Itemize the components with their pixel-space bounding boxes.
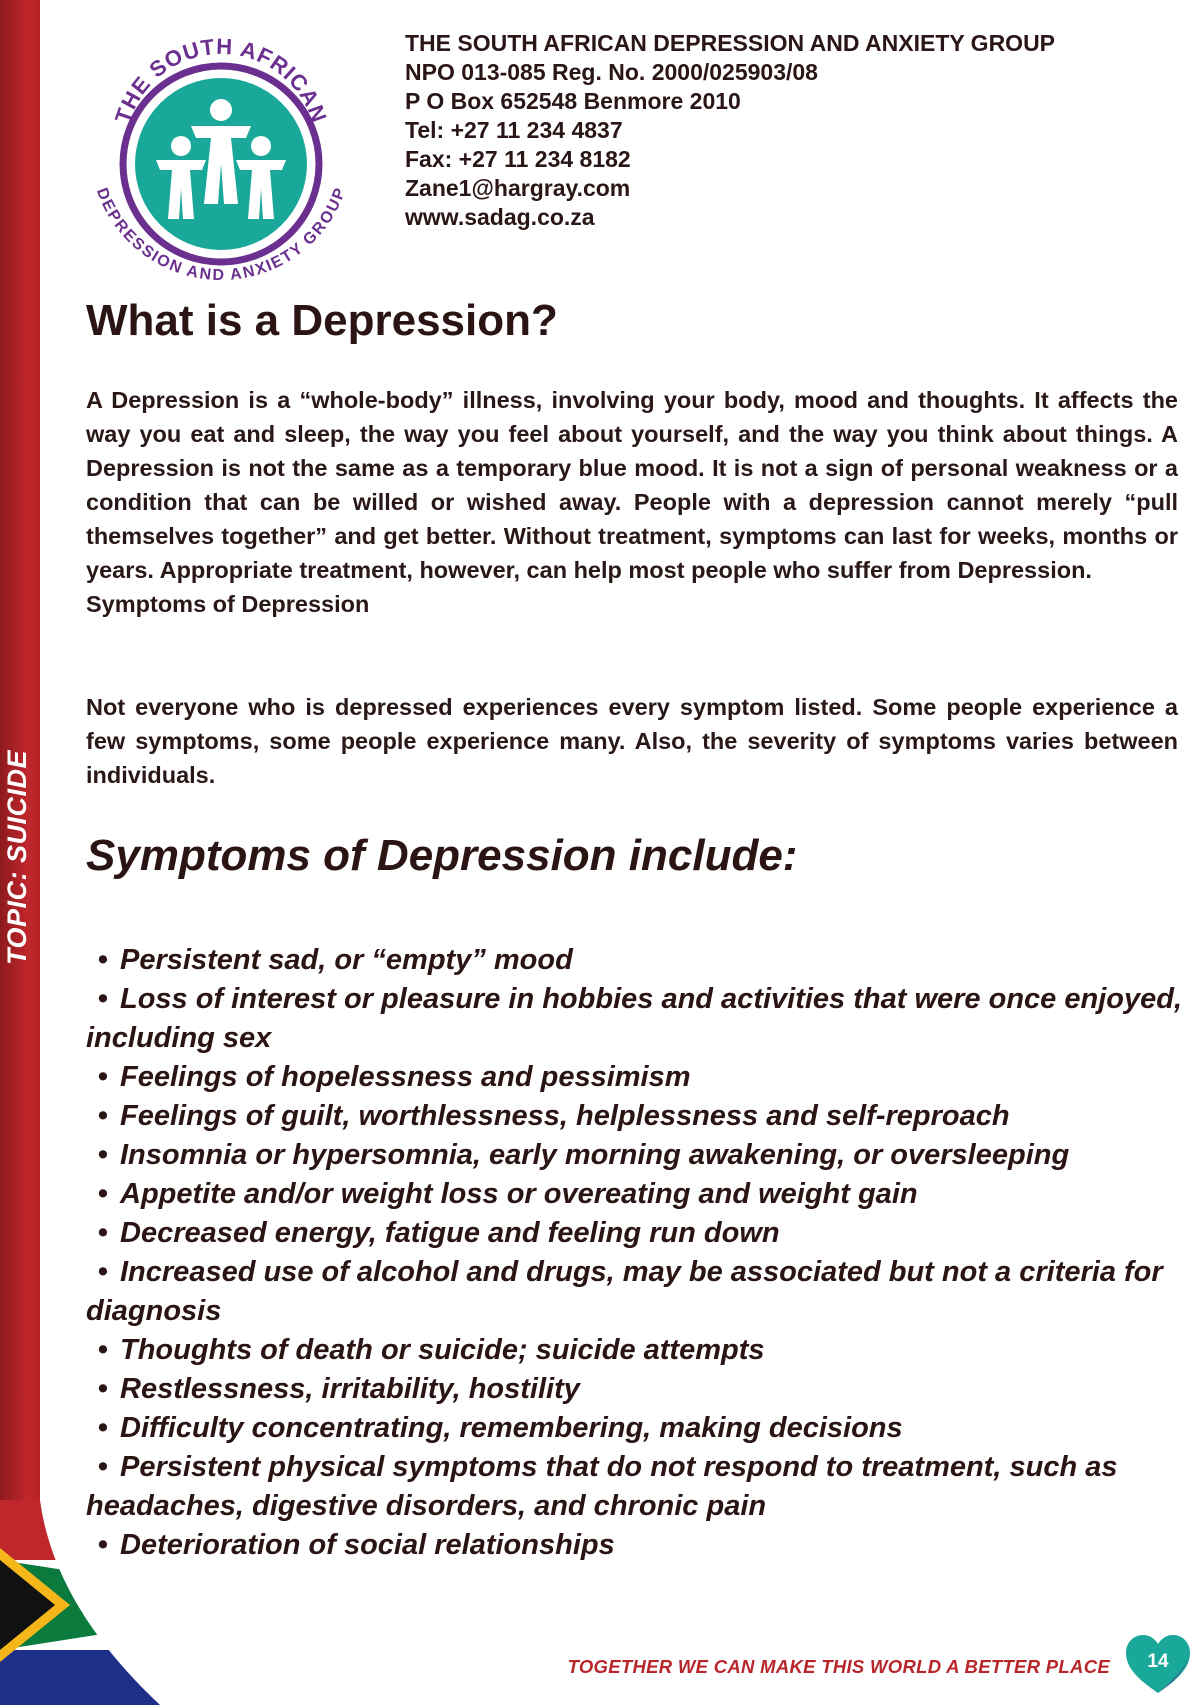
list-item: • Persistent sad, or “empty” mood [86, 941, 1186, 980]
list-item: • Persistent physical symptoms that do not respond to treatment, such as headaches, digestive disorders, and chronic pain [86, 1448, 1186, 1526]
intro-text: A Depression is a “whole-body” illness, involving your body, mood and thoughts. It affects the way you eat and sleep, the way you feel about yourself, and the way you think about things. A Depression is not the same as a temporary blue mood. It is not a sign of personal weakness or a condition that can be willed or wished away. People with a depression cannot merely “pull themselves together” and get better. Without treatment, symptoms can last for weeks, months or years. Appropriate treatment, however, can help most people who suffer from Depression. [86, 387, 1178, 583]
logo-top-text: THE SOUTH AFRICAN [110, 33, 332, 127]
footer-slogan: TOGETHER WE CAN MAKE THIS WORLD A BETTER PLACE [567, 1656, 1110, 1677]
postal-address: P O Box 652548 Benmore 2010 [405, 88, 741, 114]
page-number: 14 [1147, 1651, 1169, 1672]
bullet-icon: • [97, 1100, 109, 1132]
sadag-logo [86, 14, 356, 284]
list-item: • Feelings of guilt, worthlessness, helplessness and self-reproach [86, 1097, 1186, 1136]
list-item: • Decreased energy, fatigue and feeling run down [86, 1214, 1186, 1253]
symptoms-subheading: Symptoms of Depression [86, 591, 370, 617]
list-item: • Restlessness, irritability, hostility [86, 1370, 1186, 1409]
organization-name: THE SOUTH AFRICAN DEPRESSION AND ANXIETY GROUP [405, 30, 1056, 56]
bullet-icon: • [97, 944, 109, 976]
bullet-icon: • [97, 1451, 109, 1483]
symptom-list [86, 941, 1186, 1565]
symptoms-heading: Symptoms of Depression include: [86, 831, 798, 880]
contact-block [405, 29, 1185, 232]
list-item: • Difficulty concentrating, remembering, making decisions [86, 1409, 1186, 1448]
list-item: • Feelings of hopelessness and pessimism [86, 1058, 1186, 1097]
list-item: • Insomnia or hypersomnia, early morning awakening, or oversleeping [86, 1136, 1186, 1175]
page-title: What is a Depression? [86, 296, 558, 345]
bullet-icon: • [97, 1412, 109, 1444]
list-item: • Increased use of alcohol and drugs, may be associated but not a criteria for diagnosis [86, 1253, 1186, 1331]
email-link[interactable]: Zane1@hargray.com [405, 175, 631, 201]
bullet-icon: • [97, 1529, 109, 1561]
fax: Fax: +27 11 234 8182 [405, 146, 631, 172]
bullet-icon: • [97, 1217, 109, 1249]
list-item: • Appetite and/or weight loss or overeating and weight gain [86, 1175, 1186, 1214]
list-item: • Loss of interest or pleasure in hobbies and activities that were once enjoyed, including sex [86, 980, 1186, 1058]
list-item: • Deterioration of social relationships [86, 1526, 1186, 1565]
telephone: Tel: +27 11 234 4837 [405, 117, 623, 143]
bullet-icon: • [97, 1256, 109, 1288]
bullet-icon: • [97, 983, 109, 1015]
topic-label [2, 929, 33, 965]
bullet-icon: • [97, 1178, 109, 1210]
symptoms-note-paragraph: Not everyone who is depressed experiences every symptom listed. Some people experience a few symptoms, some people experience many. Also, the severity of symptoms varies between individuals. [86, 694, 1178, 788]
bullet-icon: • [97, 1373, 109, 1405]
bullet-icon: • [97, 1334, 109, 1366]
bullet-icon: • [97, 1139, 109, 1171]
list-item: • Thoughts of death or suicide; suicide attempts [86, 1331, 1186, 1370]
registration-number: NPO 013-085 Reg. No. 2000/025903/08 [405, 59, 818, 85]
heart-icon [1124, 1633, 1192, 1695]
logo-bottom-text: DEPRESSION AND ANXIETY GROUP [92, 185, 350, 284]
bullet-icon: • [97, 1061, 109, 1093]
website-link[interactable]: www.sadag.co.za [405, 204, 595, 230]
intro-paragraph [86, 383, 1178, 621]
